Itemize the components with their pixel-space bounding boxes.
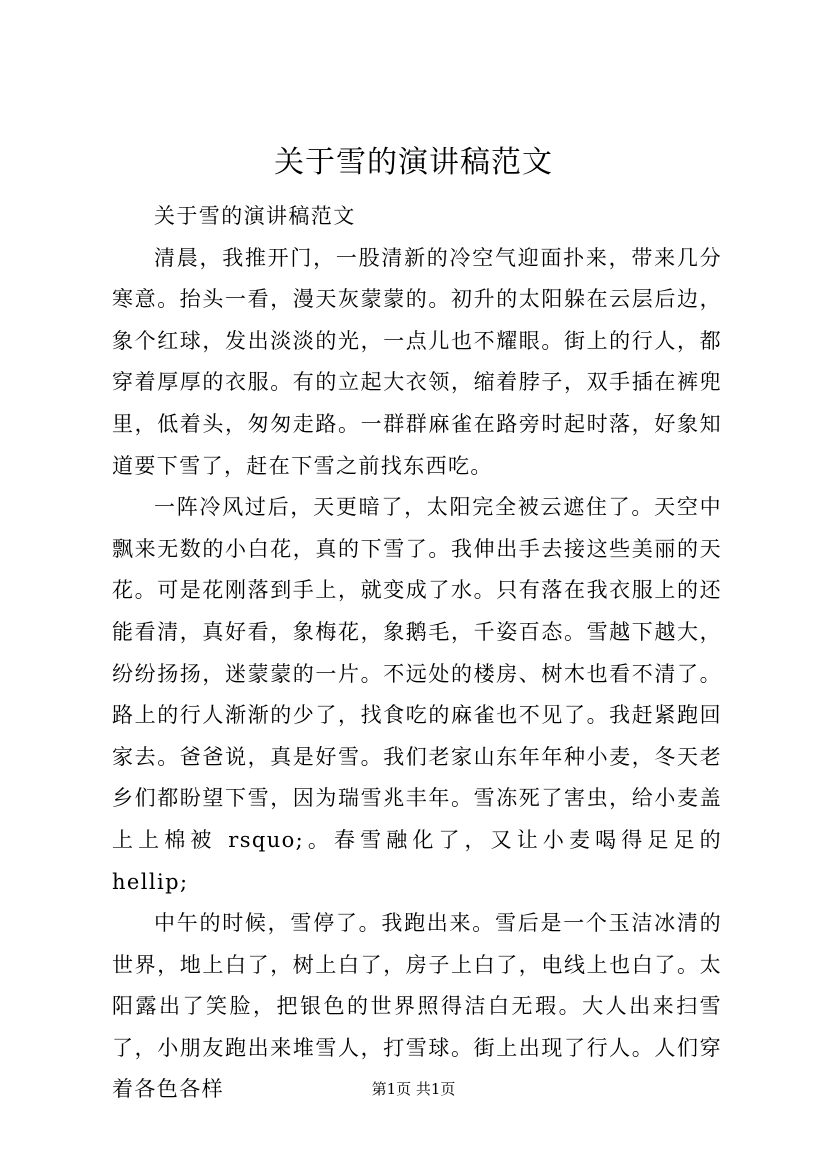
paragraph: 一阵冷风过后，天更暗了，太阳完全被云遮住了。天空中飘来无数的小白花，真的下雪了。我伸出手去接这些美丽的天花。可是花刚落到手上，就变成了水。只有落在我衣服上的还能看清，真好看，象梅花，象鹅毛，千姿百态。雪越下越大，纷纷扬扬，迷蒙蒙的一片。不远处的楼房、树木也看不清了。路上的行人渐渐的少了，找食吃的麻雀也不见了。我赶紧跑回家去。爸爸说，真是好雪。我们老家山东年年种小麦，冬天老乡们都盼望下雪，因为瑞雪兆丰年。雪冻死了害虫，给小麦盖上上棉被 rsquo;。春雪融化了，又让小麦喝得足足的 hellip;	[112, 495, 722, 894]
paragraph: 关于雪的演讲稿范文	[154, 204, 356, 228]
document-title: 关于雪的演讲稿范文	[274, 145, 553, 180]
paragraph: 清晨，我推开门，一股清新的冷空气迎面扑来，带来几分寒意。抬头一看，漫天灰蒙蒙的。初升的太阳躲在云层后边，象个红球，发出淡淡的光，一点儿也不耀眼。街上的行人，都穿着厚厚的衣服。有的立起大衣领，缩着脖子，双手插在裤兜里，低着头，匆匆走路。一群群麻雀在路旁时起时落，好象知道要下雪了，赶在下雪之前找东西吃。	[112, 245, 722, 478]
document-body	[112, 196, 722, 1111]
page-footer: 第1页 共1页	[371, 1080, 456, 1098]
paragraph: 中午的时候，雪停了。我跑出来。雪后是一个玉洁冰清的世界，地上白了，树上白了，房子上白了，电线上也白了。太阳露出了笑脸，把银色的世界照得洁白无瑕。大人出来扫雪了，小朋友跑出来堆雪人，打雪球。街上出现了行人。人们穿着各色各样	[112, 911, 722, 1102]
